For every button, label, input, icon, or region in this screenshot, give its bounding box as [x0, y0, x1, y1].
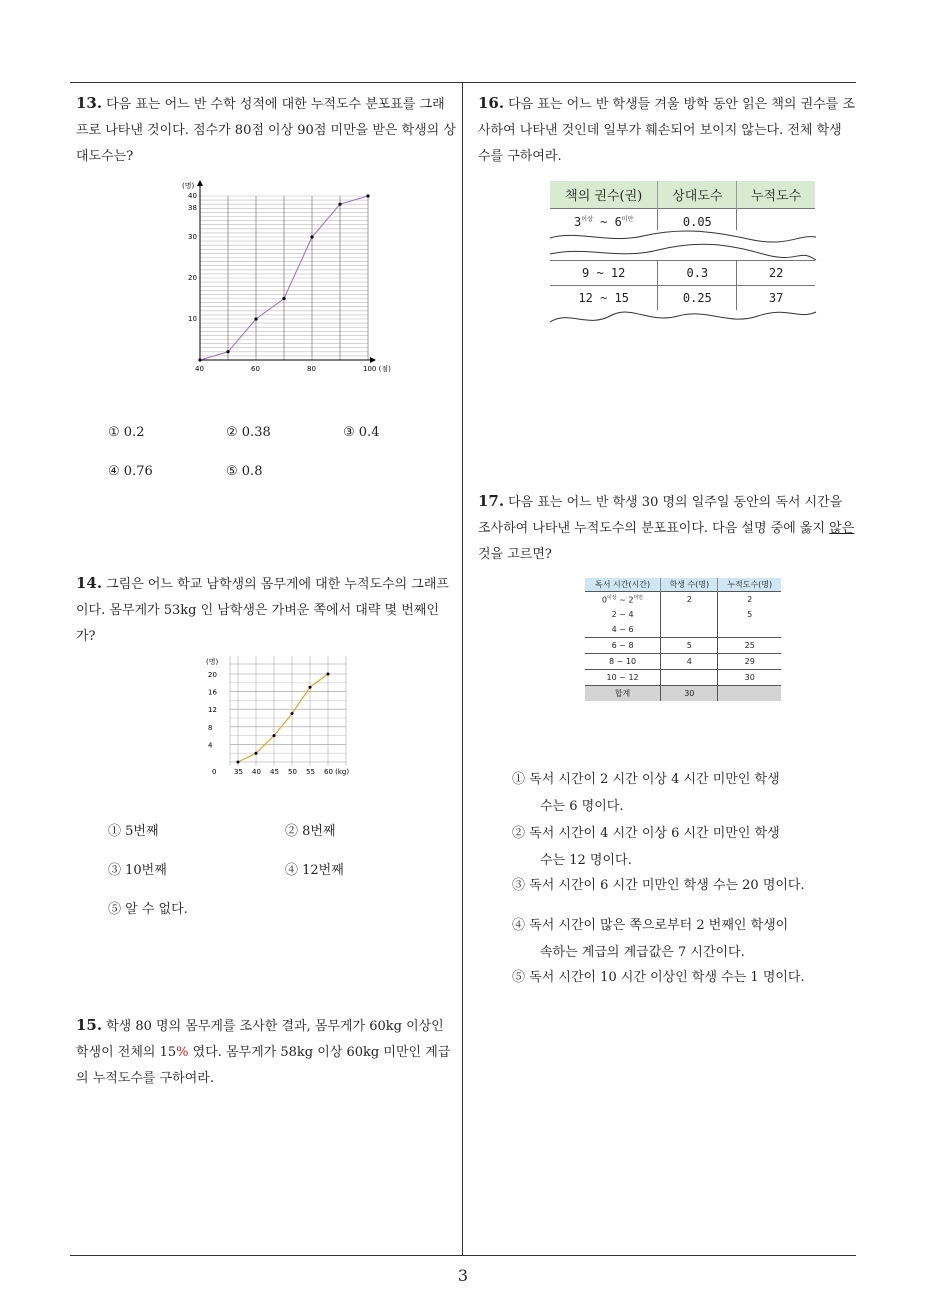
cell-cumulative: 30 — [718, 670, 781, 686]
chart-grid — [230, 656, 346, 766]
question-text-b: 였다. 몸무게가 58kg 이상 60kg 미만인 계급의 누적도수를 구하여라. — [76, 1045, 451, 1086]
data-point — [327, 673, 330, 676]
header-relative: 상대도수 — [658, 181, 737, 209]
data-point — [226, 350, 229, 353]
cell-range: $3^{이상}$ ~ $6^{미만}$ — [550, 209, 658, 235]
q14-option-3[interactable]: ③ 10번째 — [108, 863, 167, 878]
y-tick-label: 40 — [188, 192, 197, 200]
q14-option-1[interactable]: ① 5번째 — [108, 824, 159, 839]
table-header — [585, 578, 781, 592]
range-from-sup: 이상 — [607, 595, 617, 602]
torn-edge-decoration — [548, 230, 818, 330]
tick-labels — [188, 192, 391, 373]
question-text-a: 다음 표는 어느 반 학생 30 명의 일주일 동안의 독서 시간을 조사하여 나타낸 누적도수의 분포표이다. 다음 설명 중에 옳지 — [478, 495, 843, 536]
data-point — [338, 203, 341, 206]
column-divider — [462, 82, 463, 1256]
cell-range: 2 ~ 4 — [611, 610, 634, 619]
header-time: 독서 시간(시간) — [585, 578, 661, 592]
q17-option-2[interactable] — [512, 820, 780, 874]
option-line-2: 속하는 계급의 계급값은 7 시간이다. — [540, 945, 745, 960]
cell-range: 8 ~ 10 — [585, 654, 661, 670]
q17-table — [585, 578, 781, 701]
cell-cumulative — [718, 622, 781, 638]
data-point — [309, 686, 312, 689]
data-point — [273, 734, 276, 737]
table-row — [585, 654, 781, 670]
table-row — [585, 622, 781, 638]
question-text: 다음 표는 어느 반 학생들 겨울 방학 동안 읽은 책의 권수를 조사하여 나타낸 것인데 일부가 훼손되어 보이지 않는다. 전체 학생 수를 구하여라. — [478, 97, 855, 164]
data-point — [310, 235, 313, 238]
range-to-sup: 미만 — [621, 216, 634, 223]
header-books: 책의 권수(권) — [550, 181, 658, 209]
question-text-underlined: 않은 — [829, 521, 855, 536]
total-row — [585, 686, 781, 702]
cell-range: 10 ~ 12 — [585, 670, 661, 686]
table-row — [585, 607, 781, 622]
range-from-sup: 이상 — [581, 216, 593, 223]
q17-option-4[interactable] — [512, 912, 788, 966]
question-text: 다음 표는 어느 반 수학 성적에 대한 누적도수 분포표를 그래프로 나타낸 것이다. 점수가 80점 이상 90점 미만을 받은 학생의 상대도수는? — [76, 97, 456, 164]
y-unit-label: (명) — [182, 182, 195, 190]
y-tick-label: 8 — [208, 723, 213, 732]
header-cumulative: 누적도수 — [737, 181, 815, 209]
option-line-2: 수는 6 명이다. — [540, 799, 624, 814]
chart-grid — [200, 196, 368, 360]
x-tick-label: 55 — [306, 768, 315, 776]
x-tick-label: 60 (kg) — [324, 768, 350, 776]
cell-cumulative: 5 — [718, 607, 781, 622]
option-line-1: ⑤ 독서 시간이 10 시간 이상인 학생 수는 1 명이다. — [512, 970, 805, 985]
cell-cumulative: 22 — [737, 261, 815, 286]
data-point — [254, 317, 257, 320]
q13-option-1[interactable]: ① 0.2 — [108, 425, 145, 440]
question-15 — [76, 1012, 456, 1092]
page-number: 3 — [457, 1266, 469, 1285]
cell-cumulative: 37 — [737, 286, 815, 311]
range-to: 6 — [614, 215, 622, 229]
header-cumulative: 누적도수(명) — [718, 578, 781, 592]
range-to-sup: 미만 — [633, 595, 644, 602]
table-row — [585, 638, 781, 654]
y-tick-label: 38 — [188, 204, 197, 213]
cell-count: 2 — [661, 592, 718, 608]
header-count: 학생 수(명) — [661, 578, 718, 592]
x-tick-label: 80 — [307, 365, 316, 373]
cell-total-count: 30 — [661, 686, 718, 702]
cell-count: 4 — [661, 654, 718, 670]
y-unit-label: (명) — [206, 658, 219, 666]
q13-option-5[interactable]: ⑤ 0.8 — [226, 464, 263, 479]
option-line-2: 수는 12 명이다. — [540, 853, 632, 868]
cell-cumulative: 25 — [718, 638, 781, 654]
y-tick-label: 20 — [208, 671, 217, 679]
bottom-rule — [70, 1255, 856, 1256]
x-tick-label: 40 — [252, 768, 261, 776]
cell-total-cumulative — [718, 686, 781, 702]
cell-relative: 0.3 — [658, 261, 737, 286]
question-13 — [76, 90, 456, 170]
y-tick-label: 12 — [208, 706, 217, 715]
q13-cumulative-chart — [180, 176, 391, 376]
x-axis-arrow — [370, 357, 376, 363]
question-text-b: 것을 고르면? — [478, 547, 552, 562]
table-row — [585, 592, 781, 608]
cell-range: $0^{이상}$ ~ $2^{미만}$ — [585, 592, 661, 608]
data-point — [237, 761, 240, 764]
option-line-1: ③ 독서 시간이 6 시간 미만인 학생 수는 20 명이다. — [512, 878, 805, 893]
cell-range: 4 ~ 6 — [611, 625, 634, 634]
data-point — [282, 297, 285, 300]
percent-sign: % — [176, 1045, 189, 1060]
data-point — [366, 194, 369, 197]
table-row — [585, 670, 781, 686]
x-tick-label: 35 — [234, 768, 243, 776]
question-number: 16. — [478, 94, 505, 112]
x-tick-label: 50 — [288, 768, 297, 776]
option-line-1: ② 독서 시간이 4 시간 이상 6 시간 미만인 학생 — [512, 826, 780, 841]
question-number: 15. — [76, 1016, 103, 1034]
question-text-a: 학생 80 명의 몸무게를 조사한 결과, 몸무게가 60kg 이상인 학생이 전체의 15 — [76, 1019, 444, 1060]
y-tick-label: 20 — [188, 274, 197, 282]
range-from: 0 — [601, 595, 607, 605]
cell-count: 5 — [661, 638, 718, 654]
range-from: 3 — [574, 215, 582, 229]
q13-option-3[interactable]: ③ 0.4 — [343, 425, 380, 440]
q13-option-2[interactable]: ② 0.38 — [226, 425, 271, 440]
origin-label: 0 — [212, 768, 217, 776]
y-tick-label: 16 — [208, 688, 217, 697]
cell-cumulative: 29 — [718, 654, 781, 670]
cell-relative: 0.25 — [658, 286, 737, 311]
cell-range: 12 ~ 15 — [550, 286, 658, 311]
cell-range: 6 ~ 8 — [585, 638, 661, 654]
q14-option-5[interactable]: ⑤ 알 수 없다. — [108, 902, 188, 917]
x-tick-label: 60 — [251, 365, 260, 373]
question-number: 14. — [76, 574, 103, 592]
cell-total-label: 합계 — [585, 686, 661, 702]
top-rule — [70, 82, 856, 83]
x-tick-label: 100 (점) — [363, 365, 391, 373]
y-tick-label: 30 — [188, 233, 197, 241]
question-number: 13. — [76, 94, 103, 112]
cell-relative: 0.05 — [658, 209, 737, 235]
cell-count — [661, 670, 718, 686]
question-number: 17. — [478, 492, 505, 510]
range-to: 2 — [628, 595, 634, 605]
q14-cumulative-chart — [200, 654, 370, 780]
data-point — [198, 358, 201, 361]
q14-option-4[interactable]: ④ 12번째 — [285, 863, 344, 878]
q17-option-5[interactable] — [512, 966, 805, 990]
q13-option-4[interactable]: ④ 0.76 — [108, 464, 153, 479]
y-tick-label: 4 — [208, 741, 213, 750]
q17-option-3[interactable] — [512, 874, 805, 898]
y-tick-label: 10 — [188, 315, 197, 323]
question-16 — [478, 90, 858, 170]
q17-option-1[interactable] — [512, 766, 780, 820]
cell-count — [661, 622, 718, 638]
cell-cumulative: 2 — [718, 592, 781, 608]
option-line-1: ④ 독서 시간이 많은 쪽으로부터 2 번째인 학생이 — [512, 918, 789, 933]
cell-range: 9 ~ 12 — [550, 261, 658, 286]
q14-option-2[interactable]: ② 8번째 — [285, 824, 336, 839]
question-14 — [76, 570, 456, 650]
y-axis-arrow — [197, 180, 203, 186]
data-point — [255, 752, 258, 755]
question-text: 그림은 어느 학교 남학생의 몸무게에 대한 누적도수의 그래프이다. 몸무게가 53kg 인 남학생은 가벼운 쪽에서 대략 몇 번째인가? — [76, 577, 449, 644]
option-line-1: ① 독서 시간이 2 시간 이상 4 시간 미만인 학생 — [512, 772, 780, 787]
data-point — [291, 712, 294, 715]
x-tick-label: 40 — [195, 365, 204, 373]
question-17 — [478, 488, 858, 568]
cell-count — [661, 607, 718, 622]
x-tick-label: 45 — [270, 768, 279, 776]
table-header — [550, 181, 815, 209]
